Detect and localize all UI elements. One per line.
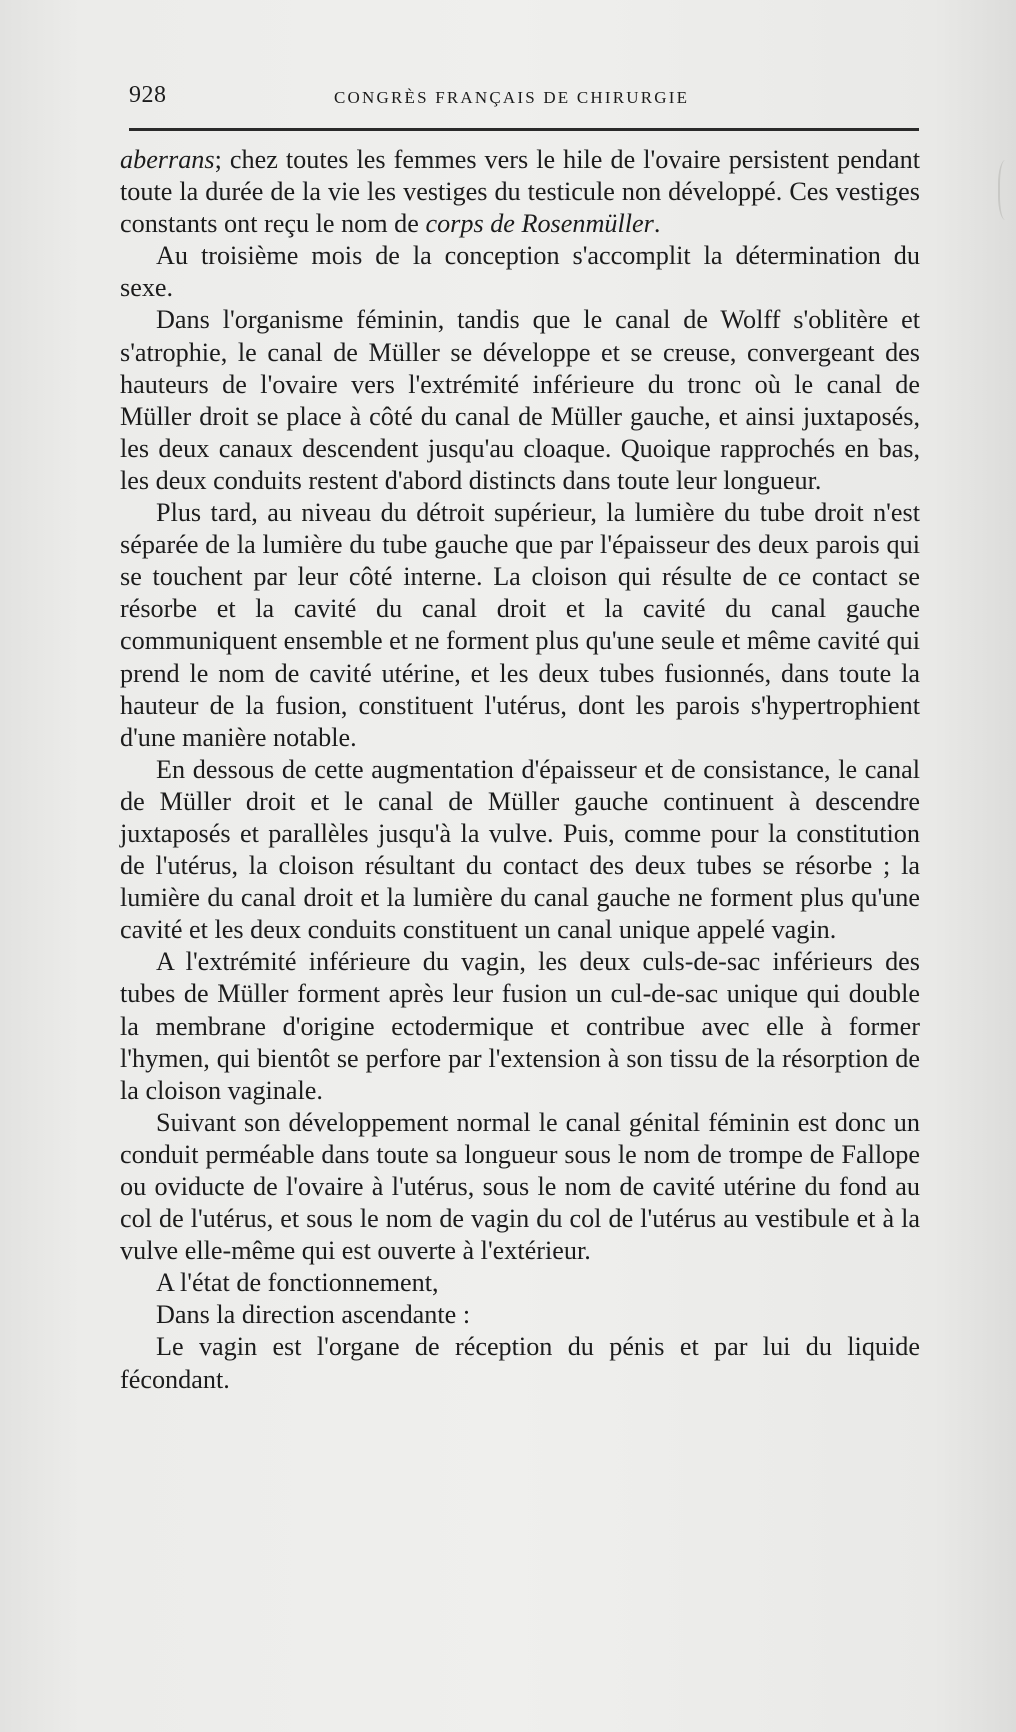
header-rule bbox=[129, 128, 919, 131]
page-header bbox=[129, 82, 919, 114]
paragraph-4: Plus tard, au niveau du détroit supérieur, la lumière du tube droit n'est séparée de la lumière du tube gauche que par l'épaisseur des deux parois qui se touchent par leur côté interne. La cloison qui résulte de ce contact se résorbe et la cavité du canal droit et la cavité du canal gauche communiquent ensemble et ne forment plus qu'une seule et même cavité qui prend le nom de cavité utérine, et les deux tubes fusionnés, dans toute la hauteur de la fusion, constituent l'utérus, dont les parois s'hypertrophient d'une manière notable. bbox=[120, 498, 920, 752]
italic-term-corps-de-rosenmuller: corps de Rosenmüller bbox=[425, 209, 654, 239]
italic-term-aberrans: aberrans bbox=[120, 145, 215, 174]
page-edge-mark bbox=[998, 160, 1016, 220]
paragraph-5: En dessous de cette augmentation d'épaisseur et de consistance, le canal de Müller droit et le canal de Müller gauche continuent à descendre juxtaposés et parallèles jusqu'à la vulve. Puis, comme pour la constitution de l'utérus, la cloison résultant du contact des deux tubes se résorbe ; la lumière du canal droit et la lumière du canal gauche ne forment plus qu'une cavité et les deux conduits constituent un canal unique appelé vagin. bbox=[120, 754, 920, 945]
paragraph-9: Dans la direction ascendante : bbox=[156, 1300, 471, 1330]
paragraph-1 bbox=[120, 144, 920, 240]
paragraph-7: Suivant son développement normal le canal génital féminin est donc un conduit perméable dans toute sa longueur sous le nom de trompe de Fallope ou oviducte de l'ovaire à l'utérus, sous le nom de cavité utérine du fond au col de l'utérus, et sous le nom de vagin du col de l'utérus au vestibule et à la vulve elle-même qui est ouverte à l'extérieur. bbox=[120, 1107, 920, 1266]
paragraph-6: A l'extrémité inférieure du vagin, les deux culs-de-sac inférieurs des tubes de Müller forment après leur fusion un cul-de-sac unique qui double la membrane d'origine ectodermique et contribue avec elle à former l'hymen, qui bientôt se perfore par l'extension à son tissu de la résorption de la cloison vaginale. bbox=[120, 947, 920, 1105]
page-number: 928 bbox=[129, 82, 167, 108]
paragraph-8: A l'état de fonctionnement, bbox=[156, 1268, 439, 1298]
paragraph-1-end: . bbox=[653, 209, 661, 239]
running-title: CONGRÈS FRANÇAIS DE CHIRURGIE bbox=[334, 88, 690, 107]
paragraph-3: Dans l'organisme féminin, tandis que le canal de Wolff s'oblitère et s'atrophie, le canal de Müller se développe et se creuse, convergeant des hauteurs de l'ovaire vers l'extrémité inférieure du tronc où le canal de Müller droit se place à côté du canal de Müller gauche, et ainsi juxtaposés, les deux canaux descendent jusqu'au cloaque. Quoique rapprochés en bas, les deux conduits restent d'abord distincts dans toute leur longueur. bbox=[120, 305, 920, 495]
paragraph-2: Au troisième mois de la conception s'accomplit la détermination du sexe. bbox=[120, 241, 920, 303]
body-text bbox=[120, 144, 920, 1396]
paragraph-10: Le vagin est l'organe de réception du pénis et par lui du liquide fécondant. bbox=[120, 1332, 920, 1394]
paragraph-1-text: ; chez toutes les femmes vers le hile de l'ovaire persistent pendant toute la durée de la vie les vestiges du testicule non développé. Ces vestiges constants ont reçu le nom de bbox=[120, 145, 920, 239]
